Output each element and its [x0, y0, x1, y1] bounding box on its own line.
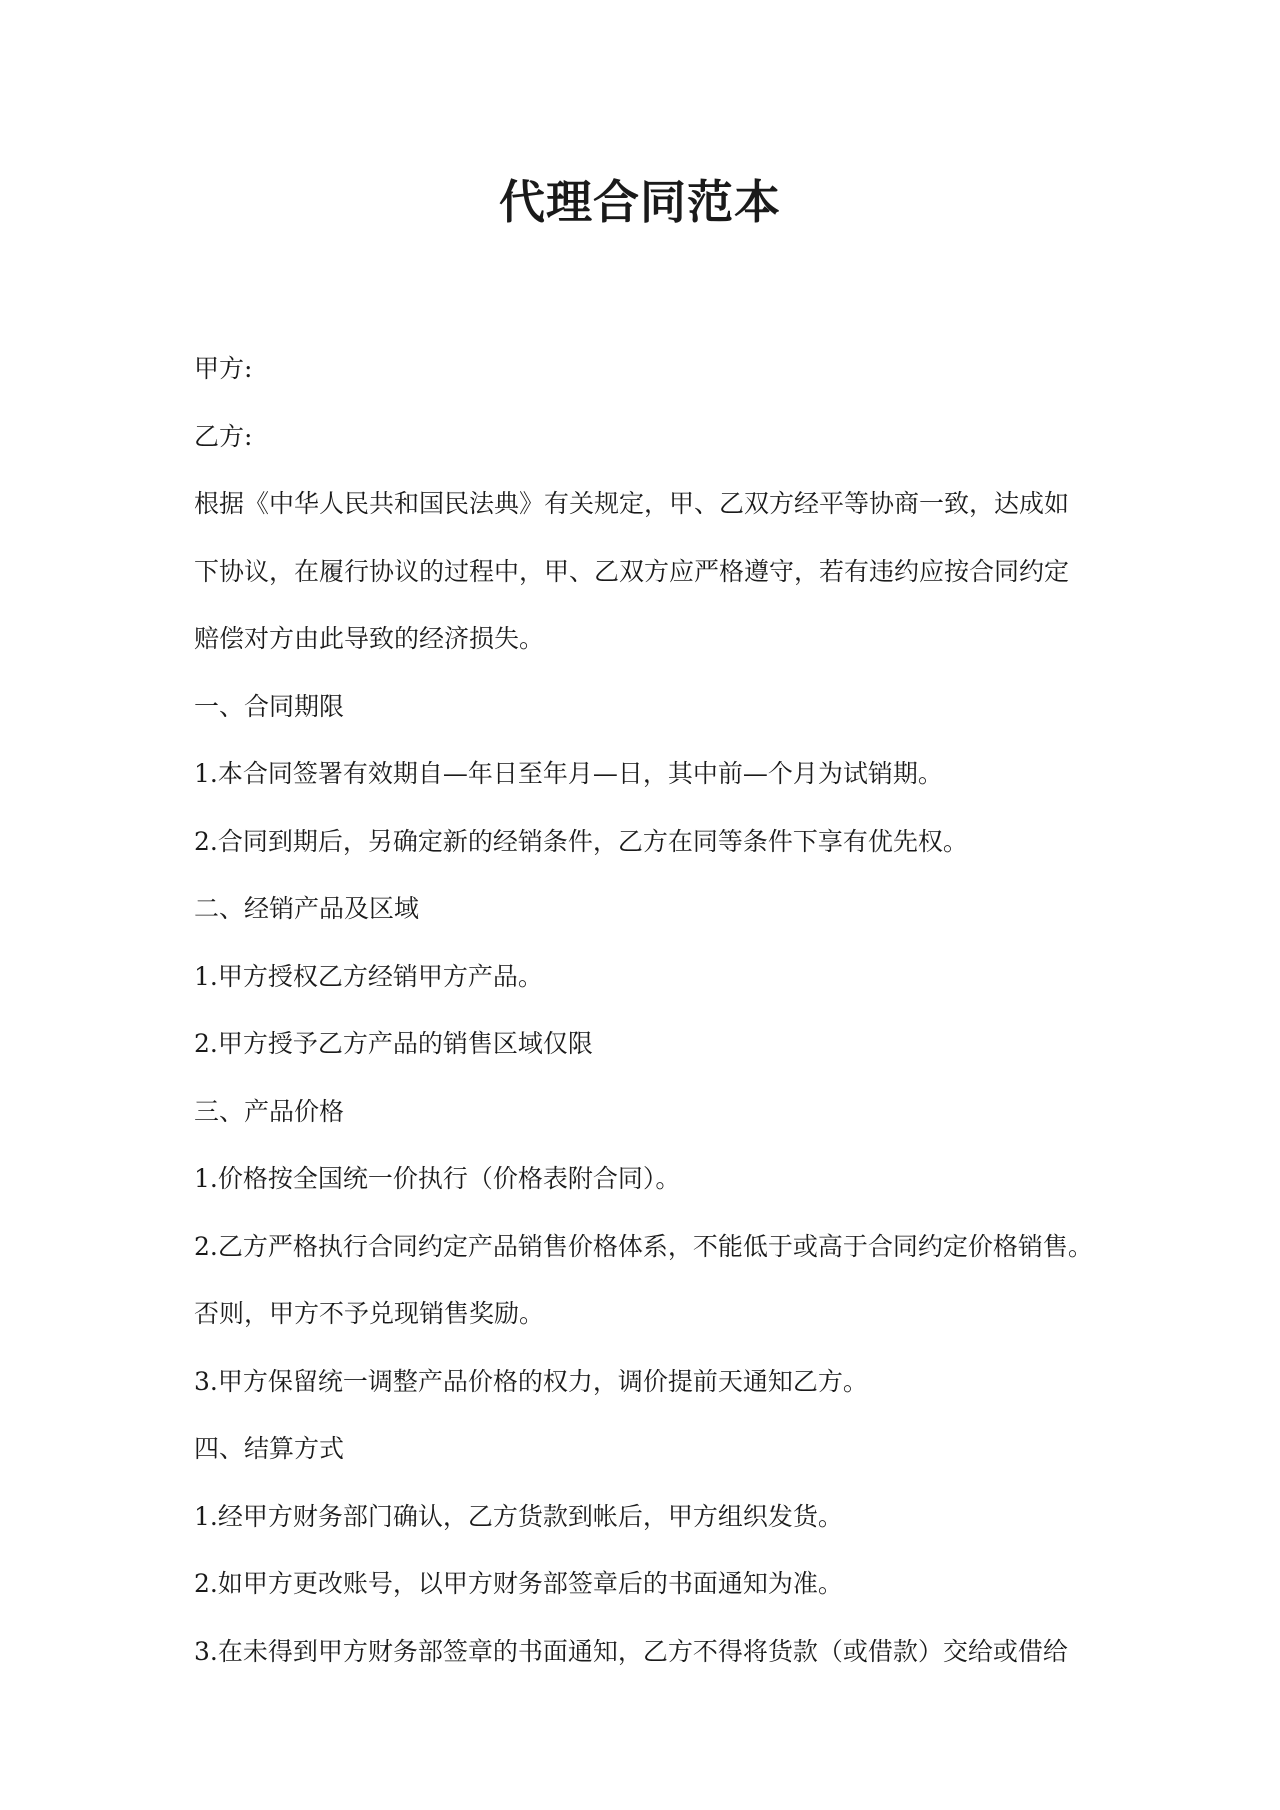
section-heading: 三、产品价格: [194, 1096, 345, 1126]
text-line: 2.合同到期后，另确定新的经销条件，乙方在同等条件下享有优先权。: [194, 826, 968, 856]
text-line: 3.在未得到甲方财务部签章的书面通知，乙方不得将货款（或借款）交给或借给: [194, 1636, 1068, 1666]
text-line: 1.经甲方财务部门确认，乙方货款到帐后，甲方组织发货。: [194, 1501, 843, 1531]
text-line: 1.本合同签署有效期自—年日至年月—日，其中前—个月为试销期。: [194, 759, 943, 788]
text-line: 2.乙方严格执行合同约定产品销售价格体系，不能低于或高于合同约定价格销售。: [194, 1231, 1093, 1261]
section-heading: 一、合同期限: [194, 691, 345, 721]
text-line: 1.甲方授权乙方经销甲方产品。: [194, 961, 543, 991]
section-heading: 二、经销产品及区域: [194, 894, 420, 923]
document-body: [194, 335, 1114, 1685]
text-line: 否则，甲方不予兑现销售奖励。: [194, 1299, 545, 1328]
text-line: 2.甲方授予乙方产品的销售区域仅限: [194, 1029, 593, 1058]
text-line: 根据《中华人民共和国民法典》有关规定，甲、乙双方经平等协商一致，达成如: [194, 489, 1070, 518]
section-heading: 四、结算方式: [194, 1434, 345, 1463]
text-line: 1.价格按全国统一价执行（价格表附合同）。: [194, 1164, 681, 1193]
text-line: 2.如甲方更改账号，以甲方财务部签章后的书面通知为准。: [194, 1569, 843, 1598]
text-line: 甲方:: [194, 354, 253, 383]
text-line: 赔偿对方由此导致的经济损失。: [194, 624, 545, 653]
text-line: 乙方:: [194, 421, 253, 451]
text-line: 下协议，在履行协议的过程中，甲、乙双方应严格遵守，若有违约应按合同约定: [194, 556, 1070, 586]
text-line: 3.甲方保留统一调整产品价格的权力，调价提前天通知乙方。: [194, 1366, 868, 1396]
document-title: 代理合同范本: [499, 175, 781, 229]
